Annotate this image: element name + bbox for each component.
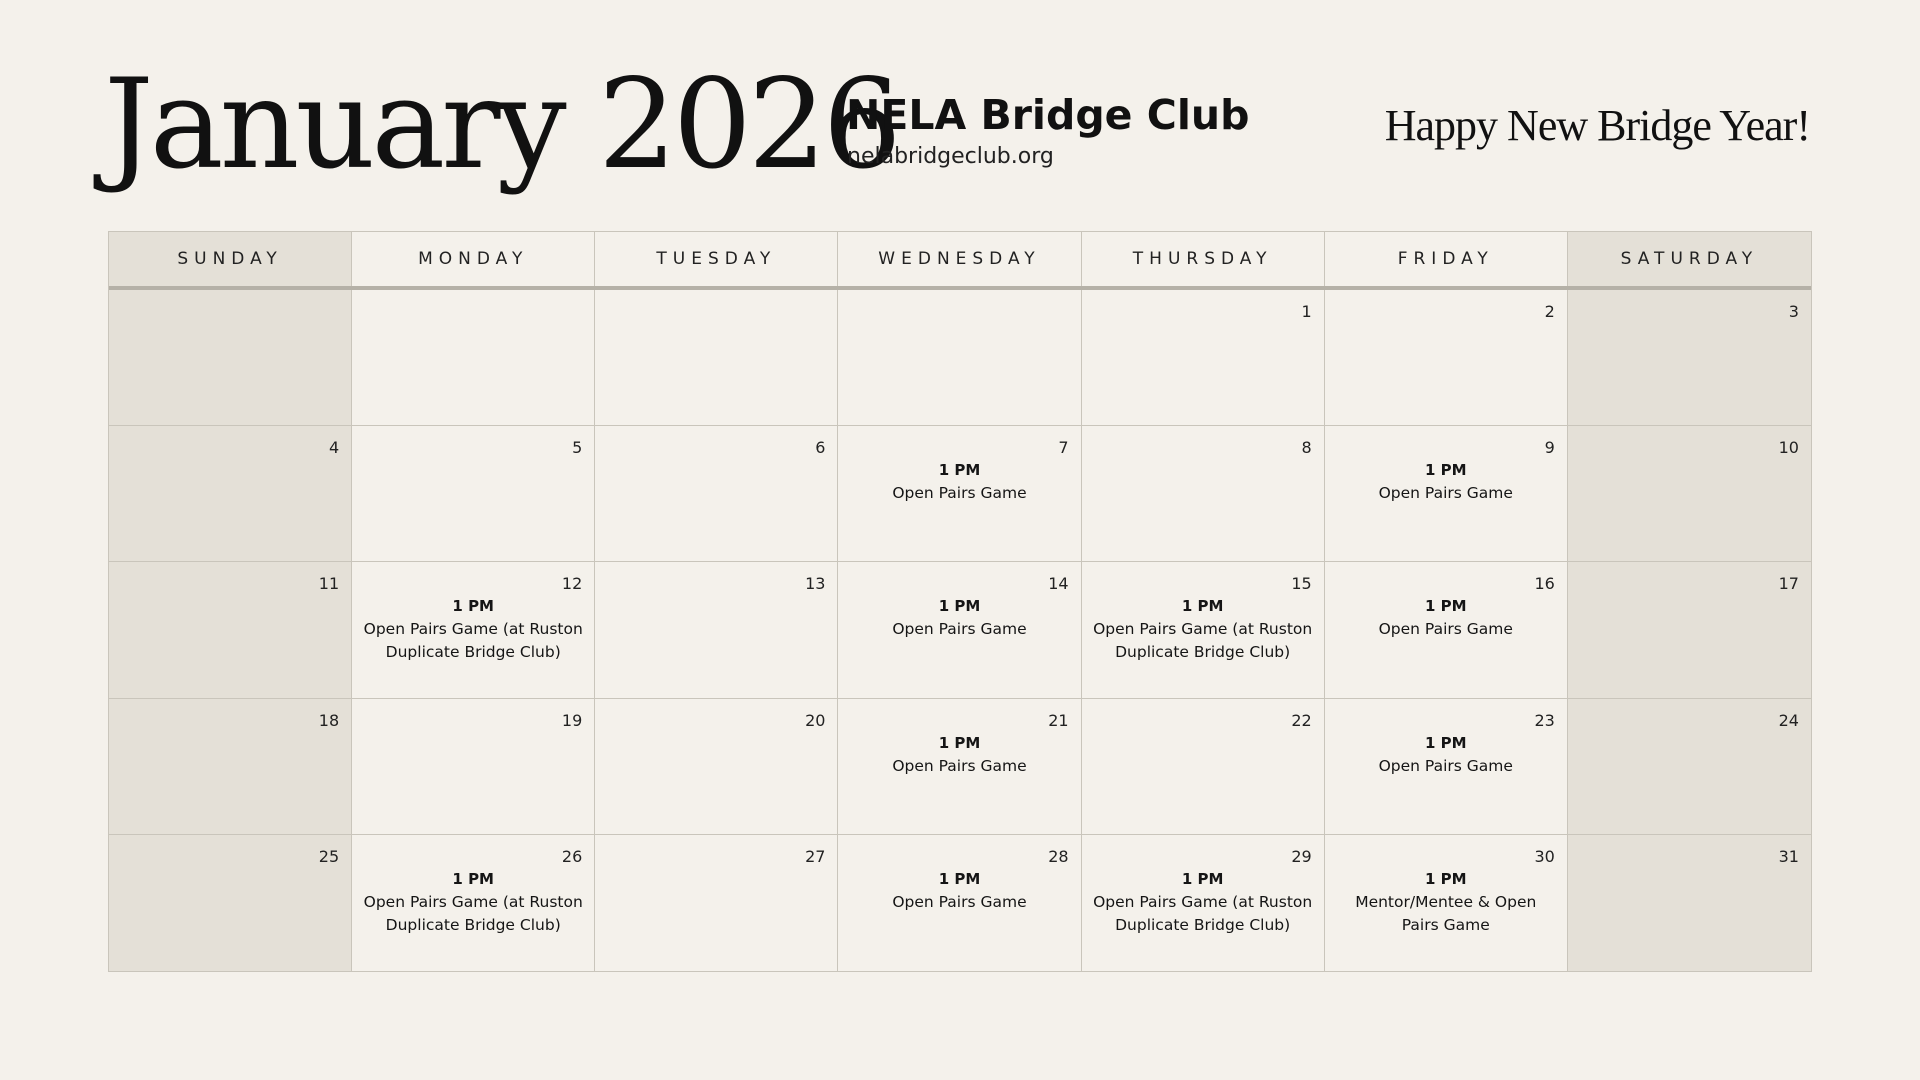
event-entry[interactable]	[1092, 868, 1314, 937]
weekday-wednesday: WEDNESDAY	[838, 232, 1081, 286]
event-entry[interactable]	[362, 595, 584, 664]
event-entry[interactable]	[848, 595, 1070, 641]
day-number: 27	[805, 846, 826, 866]
event-name: Open Pairs Game	[892, 756, 1027, 775]
event-time: 1 PM	[452, 869, 494, 888]
event-time: 1 PM	[1181, 597, 1224, 616]
event-entry[interactable]	[848, 732, 1070, 778]
day-number: 4	[328, 438, 340, 458]
day-cell[interactable]	[838, 835, 1081, 971]
day-cell[interactable]	[109, 426, 352, 562]
tagline: Happy New Bridge Year!	[1384, 101, 1810, 150]
day-number: 22	[1291, 710, 1312, 730]
day-cell[interactable]	[352, 699, 595, 835]
event-name: Open Pairs Game	[1378, 484, 1513, 503]
day-number: 3	[1788, 302, 1799, 321]
event-name: Mentor/Mentee & Open Pairs Game	[1355, 892, 1537, 934]
day-number: 7	[1058, 438, 1069, 458]
day-cell[interactable]	[1325, 562, 1568, 698]
day-cell[interactable]	[109, 562, 352, 698]
day-cell[interactable]	[352, 426, 595, 562]
day-cell[interactable]	[1568, 699, 1811, 835]
day-number: 11	[318, 574, 340, 594]
day-cell[interactable]	[1568, 835, 1811, 971]
day-cell[interactable]	[1082, 290, 1325, 426]
event-time: 1 PM	[938, 733, 981, 752]
day-number: 26	[561, 846, 583, 866]
day-number: 24	[1778, 710, 1799, 730]
day-number: 12	[561, 574, 583, 594]
event-entry[interactable]	[362, 868, 584, 937]
event-time: 1 PM	[938, 869, 981, 888]
club-url[interactable]: nelabridgeclub.org	[847, 144, 1054, 169]
club-name: NELA Bridge Club	[846, 91, 1250, 139]
event-entry[interactable]	[1335, 868, 1557, 937]
day-number: 10	[1778, 438, 1799, 458]
day-cell[interactable]	[595, 562, 838, 698]
day-cell[interactable]	[1325, 290, 1568, 426]
event-time: 1 PM	[1181, 869, 1224, 888]
day-cell[interactable]	[109, 835, 352, 971]
event-time: 1 PM	[938, 597, 981, 616]
day-cell[interactable]	[838, 699, 1081, 835]
event-name: Open Pairs Game (at Ruston Duplicate Bridge Club)	[1093, 892, 1313, 934]
weekday-thursday: THURSDAY	[1082, 232, 1325, 286]
event-time: 1 PM	[938, 461, 981, 480]
day-number: 2	[1544, 302, 1555, 321]
day-number: 8	[1301, 438, 1312, 458]
event-entry[interactable]	[848, 459, 1070, 505]
event-entry[interactable]	[1092, 595, 1314, 664]
day-cell[interactable]	[595, 699, 838, 835]
calendar-header	[0, 0, 1920, 230]
event-name: Open Pairs Game (at Ruston Duplicate Bridge Club)	[1093, 620, 1313, 662]
day-cell[interactable]	[109, 290, 352, 426]
day-number: 28	[1048, 846, 1069, 866]
event-entry[interactable]	[1335, 595, 1557, 641]
weekday-saturday: SATURDAY	[1568, 232, 1811, 286]
event-entry[interactable]	[1335, 459, 1557, 505]
event-entry[interactable]	[848, 868, 1070, 914]
day-cell[interactable]	[1568, 562, 1811, 698]
day-number: 5	[572, 438, 583, 458]
day-number: 20	[805, 710, 826, 730]
event-time: 1 PM	[1424, 461, 1467, 480]
day-number: 1	[1301, 302, 1312, 321]
day-cell[interactable]	[1082, 562, 1325, 698]
day-number: 25	[318, 846, 340, 866]
event-time: 1 PM	[452, 597, 494, 616]
day-number: 15	[1291, 574, 1312, 594]
day-cell[interactable]	[352, 835, 595, 971]
event-name: Open Pairs Game	[1378, 620, 1513, 639]
day-number: 17	[1778, 574, 1799, 594]
day-cell[interactable]	[595, 835, 838, 971]
day-cell[interactable]	[1325, 426, 1568, 562]
event-entry[interactable]	[1335, 732, 1557, 778]
day-cell[interactable]	[838, 290, 1081, 426]
weekday-header-row	[109, 232, 1811, 290]
day-grid	[109, 290, 1811, 971]
day-cell[interactable]	[1325, 835, 1568, 971]
day-cell[interactable]	[838, 426, 1081, 562]
day-cell[interactable]	[1082, 699, 1325, 835]
weekday-monday: MONDAY	[352, 232, 595, 286]
event-time: 1 PM	[1424, 869, 1467, 888]
event-name: Open Pairs Game (at Ruston Duplicate Bridge Club)	[363, 620, 583, 662]
day-cell[interactable]	[1082, 835, 1325, 971]
day-number: 19	[561, 710, 583, 730]
day-cell[interactable]	[1325, 699, 1568, 835]
day-cell[interactable]	[838, 562, 1081, 698]
day-number: 6	[815, 438, 826, 458]
day-cell[interactable]	[109, 699, 352, 835]
day-number: 16	[1534, 574, 1555, 594]
day-cell[interactable]	[1568, 290, 1811, 426]
weekday-tuesday: TUESDAY	[595, 232, 838, 286]
day-cell[interactable]	[1082, 426, 1325, 562]
weekday-sunday: SUNDAY	[109, 232, 352, 286]
day-number: 21	[1048, 710, 1069, 730]
event-name: Open Pairs Game	[1378, 756, 1513, 775]
day-cell[interactable]	[1568, 426, 1811, 562]
event-name: Open Pairs Game	[892, 620, 1027, 639]
day-cell[interactable]	[595, 290, 838, 426]
day-number: 9	[1544, 438, 1555, 458]
day-cell[interactable]	[352, 290, 595, 426]
event-name: Open Pairs Game	[892, 484, 1027, 503]
day-number: 29	[1291, 846, 1312, 866]
event-name: Open Pairs Game	[892, 892, 1027, 911]
month-calendar	[108, 231, 1812, 972]
day-number: 31	[1778, 846, 1799, 866]
day-cell[interactable]	[595, 426, 838, 562]
day-cell[interactable]	[352, 562, 595, 698]
day-number: 23	[1534, 710, 1555, 730]
weekday-friday: FRIDAY	[1325, 232, 1568, 286]
day-number: 14	[1048, 574, 1069, 594]
day-number: 30	[1534, 846, 1555, 866]
event-time: 1 PM	[1424, 733, 1467, 752]
month-title: January 2026	[104, 53, 898, 197]
event-name: Open Pairs Game (at Ruston Duplicate Bridge Club)	[363, 892, 583, 934]
day-number: 18	[318, 710, 340, 730]
day-number: 13	[805, 574, 826, 594]
event-time: 1 PM	[1424, 597, 1467, 616]
